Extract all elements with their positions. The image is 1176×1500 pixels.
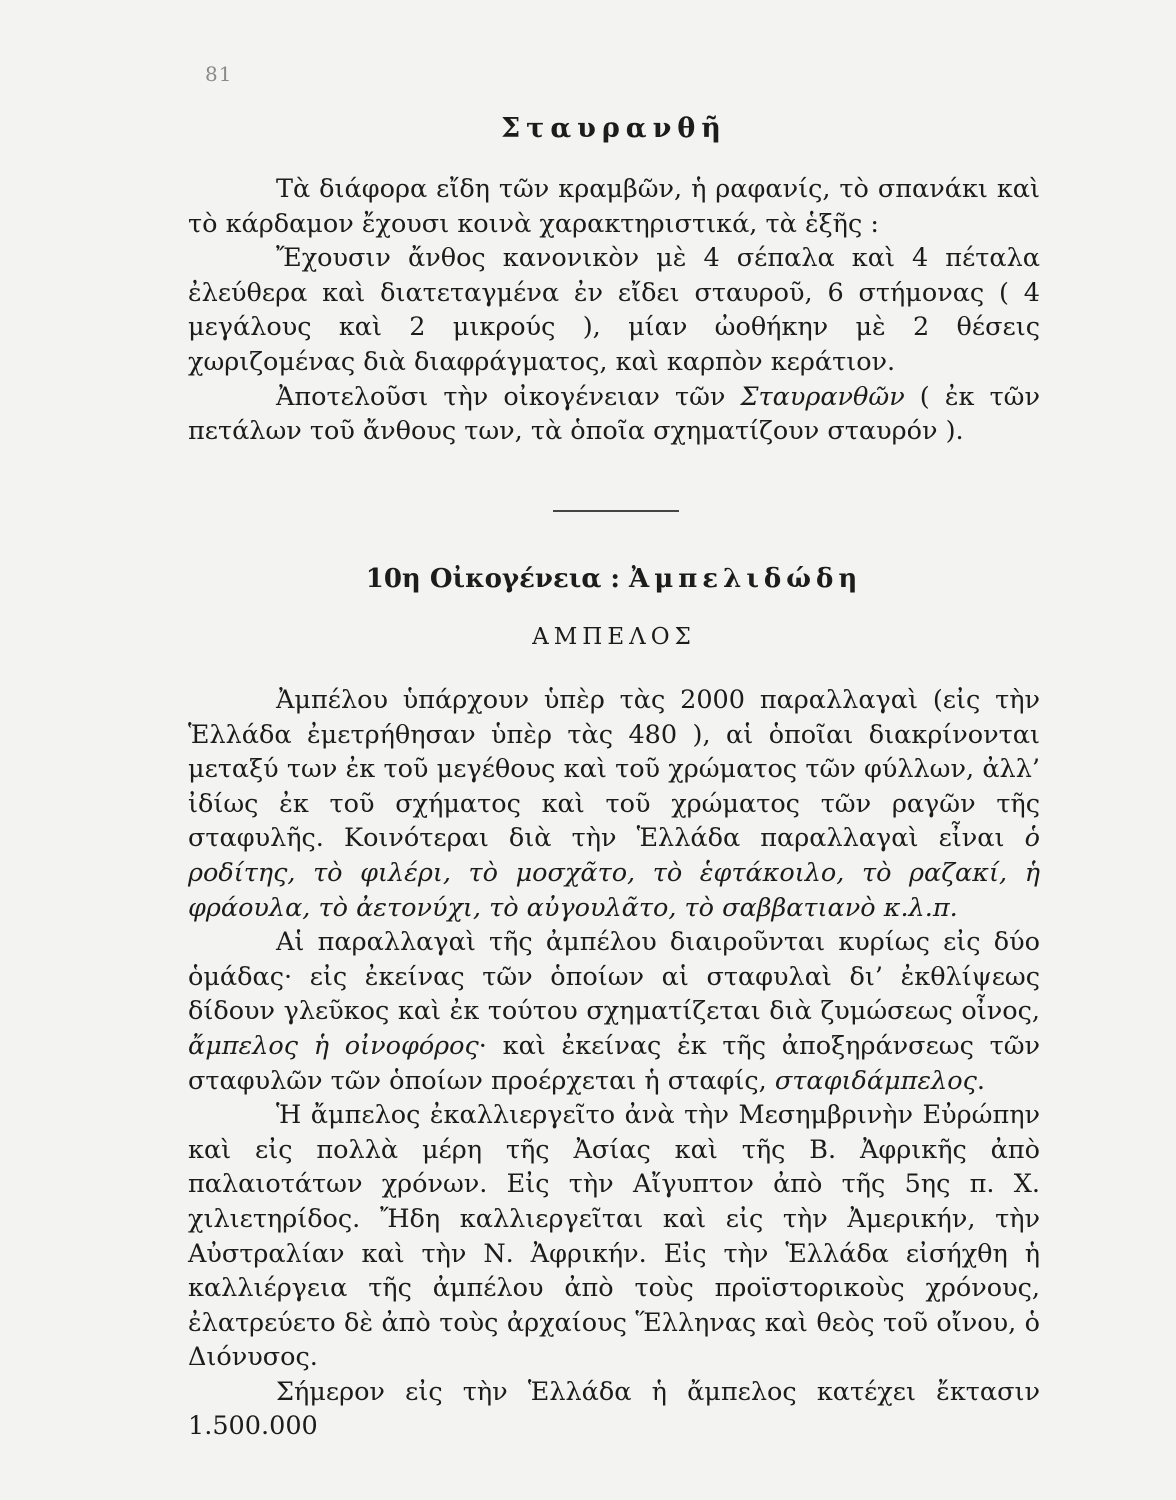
family-paragraph [188,1098,1040,1375]
family-title [188,564,1040,594]
text-run: Τὰ διάφορα εἴδη τῶν κραμβῶν, ἡ ραφανίς, τὸ σπανάκι καὶ τὸ κάρδαμον ἔχουσι κοινὰ χαρακτηριστικά, τὰ ἑξῆς : [188,174,1040,239]
family-text [188,683,1040,1444]
italic-run: ἄμπελος ἡ οἰνοφόρος [188,1030,479,1061]
section-paragraph [188,380,1040,449]
section-paragraph [188,241,1040,379]
text-run: Ἔχουσιν ἄνθος κανονικὸν μὲ 4 σέπαλα καὶ 4 πέταλα ἐλεύθερα καὶ διατεταγμένα ἐν εἴδει σταυροῦ, 6 στήμονας ( 4 μεγάλους καὶ 2 μικρούς ), μίαν ὠοθήκην μὲ 2 θέσεις χωριζομένας διὰ διαφράγματος, καὶ καρπὸν κεράτιον. [188,243,1040,377]
text-run: ( ἐκ τῶν πετάλων τοῦ ἄνθους των, τὰ ὁποῖα σχηματίζουν σταυρόν ). [188,381,1040,447]
family-paragraph [188,1375,1040,1444]
italic-run: σταφιδάμπελος [774,1065,977,1096]
family-title-prefix: 10η Οἰκογένεια : [365,564,630,594]
italic-run: ὁ ροδίτης, τὸ φιλέρι, τὸ μοσχᾶτο, τὸ ἑφτάκοιλο, τὸ ραζακί, ἡ φράουλα, τὸ ἀετονύχι, τὸ αὐγουλᾶτο, τὸ σαββατιανὸ κ.λ.π. [188,823,1040,923]
section-text [188,172,1040,449]
text-run: Ἡ ἄμπελος ἐκαλλιεργεῖτο ἀνὰ τὴν Μεσημβρινὴν Εὐρώπην καὶ εἰς πολλὰ μέρη τῆς Ἀσίας καὶ τῆς Β. Ἀφρικῆς ἀπὸ παλαιοτάτων χρόνων. Εἰς τὴν Αἴγυπτον ἀπὸ τῆς 5ης π. Χ. χιλιετηρίδος. Ἤδη καλλιεργεῖται καὶ εἰς τὴν Ἀμερικήν, τὴν Αὐστραλίαν καὶ τὴν Ν. Ἀφρικήν. Εἰς τὴν Ἑλλάδα εἰσήχθη ἡ καλλιέργεια τῆς ἀμπέλου ἀπὸ τοὺς προϊστορικοὺς χρόνους, ἐλατρεύετο δὲ ἀπὸ τοὺς ἀρχαίους Ἕλληνας καὶ θεὸς τοῦ οἴνου, ὁ Διόνυσος. [188,1100,1040,1373]
section-title: Σταυρανθῆ [501,113,727,144]
text-run: · καὶ ἐκείνας ἐκ τῆς ἀποξηράνσεως τῶν σταφυλῶν τῶν ὁποίων προέρχεται ἡ σταφίς, [188,1030,1040,1096]
text-run: Αἱ παραλλαγαὶ τῆς ἀμπέλου διαιροῦνται κυρίως εἰς δύο ὁμάδας· εἰς ἐκείνας τῶν ὁποίων αἱ σταφυλαὶ δι’ ἐκθλίψεως δίδουν γλεῦκος καὶ ἐκ τούτου σχηματίζεται διὰ ζυμώσεως οἶνος, [188,927,1040,1027]
section-divider [553,510,679,512]
italic-run: Σταυρανθῶν [740,381,905,412]
page-number: 81 [205,62,233,86]
section-paragraph [188,172,1040,241]
family-subtitle: ΑΜΠΕΛΟΣ [532,624,696,650]
family-paragraph [188,925,1040,1098]
text-run: Ἀμπέλου ὑπάρχουν ὑπὲρ τὰς 2000 παραλλαγαὶ (εἰς τὴν Ἑλλάδα ἐμετρήθησαν ὑπὲρ τὰς 480 ), αἱ ὁποῖαι διακρίνονται μεταξύ των ἐκ τοῦ μεγέθους καὶ τοῦ χρώματος τῶν φύλλων, ἀλλ’ ἰδίως ἐκ τοῦ σχήματος καὶ τοῦ χρώματος τῶν ραγῶν τῆς σταφυλῆς. Κοινότεραι διὰ τὴν Ἑλλάδα παραλλαγαὶ εἶναι [188,685,1040,854]
family-paragraph [188,683,1040,925]
family-title-name: Ἀμπελιδώδη [629,564,863,594]
text-run: . [976,1065,985,1096]
text-run: Ἀποτελοῦσι τὴν οἰκογένειαν τῶν [276,381,741,412]
text-run: Σήμερον εἰς τὴν Ἑλλάδα ἡ ἄμπελος κατέχει ἔκτασιν 1.500.000 [188,1376,1040,1442]
